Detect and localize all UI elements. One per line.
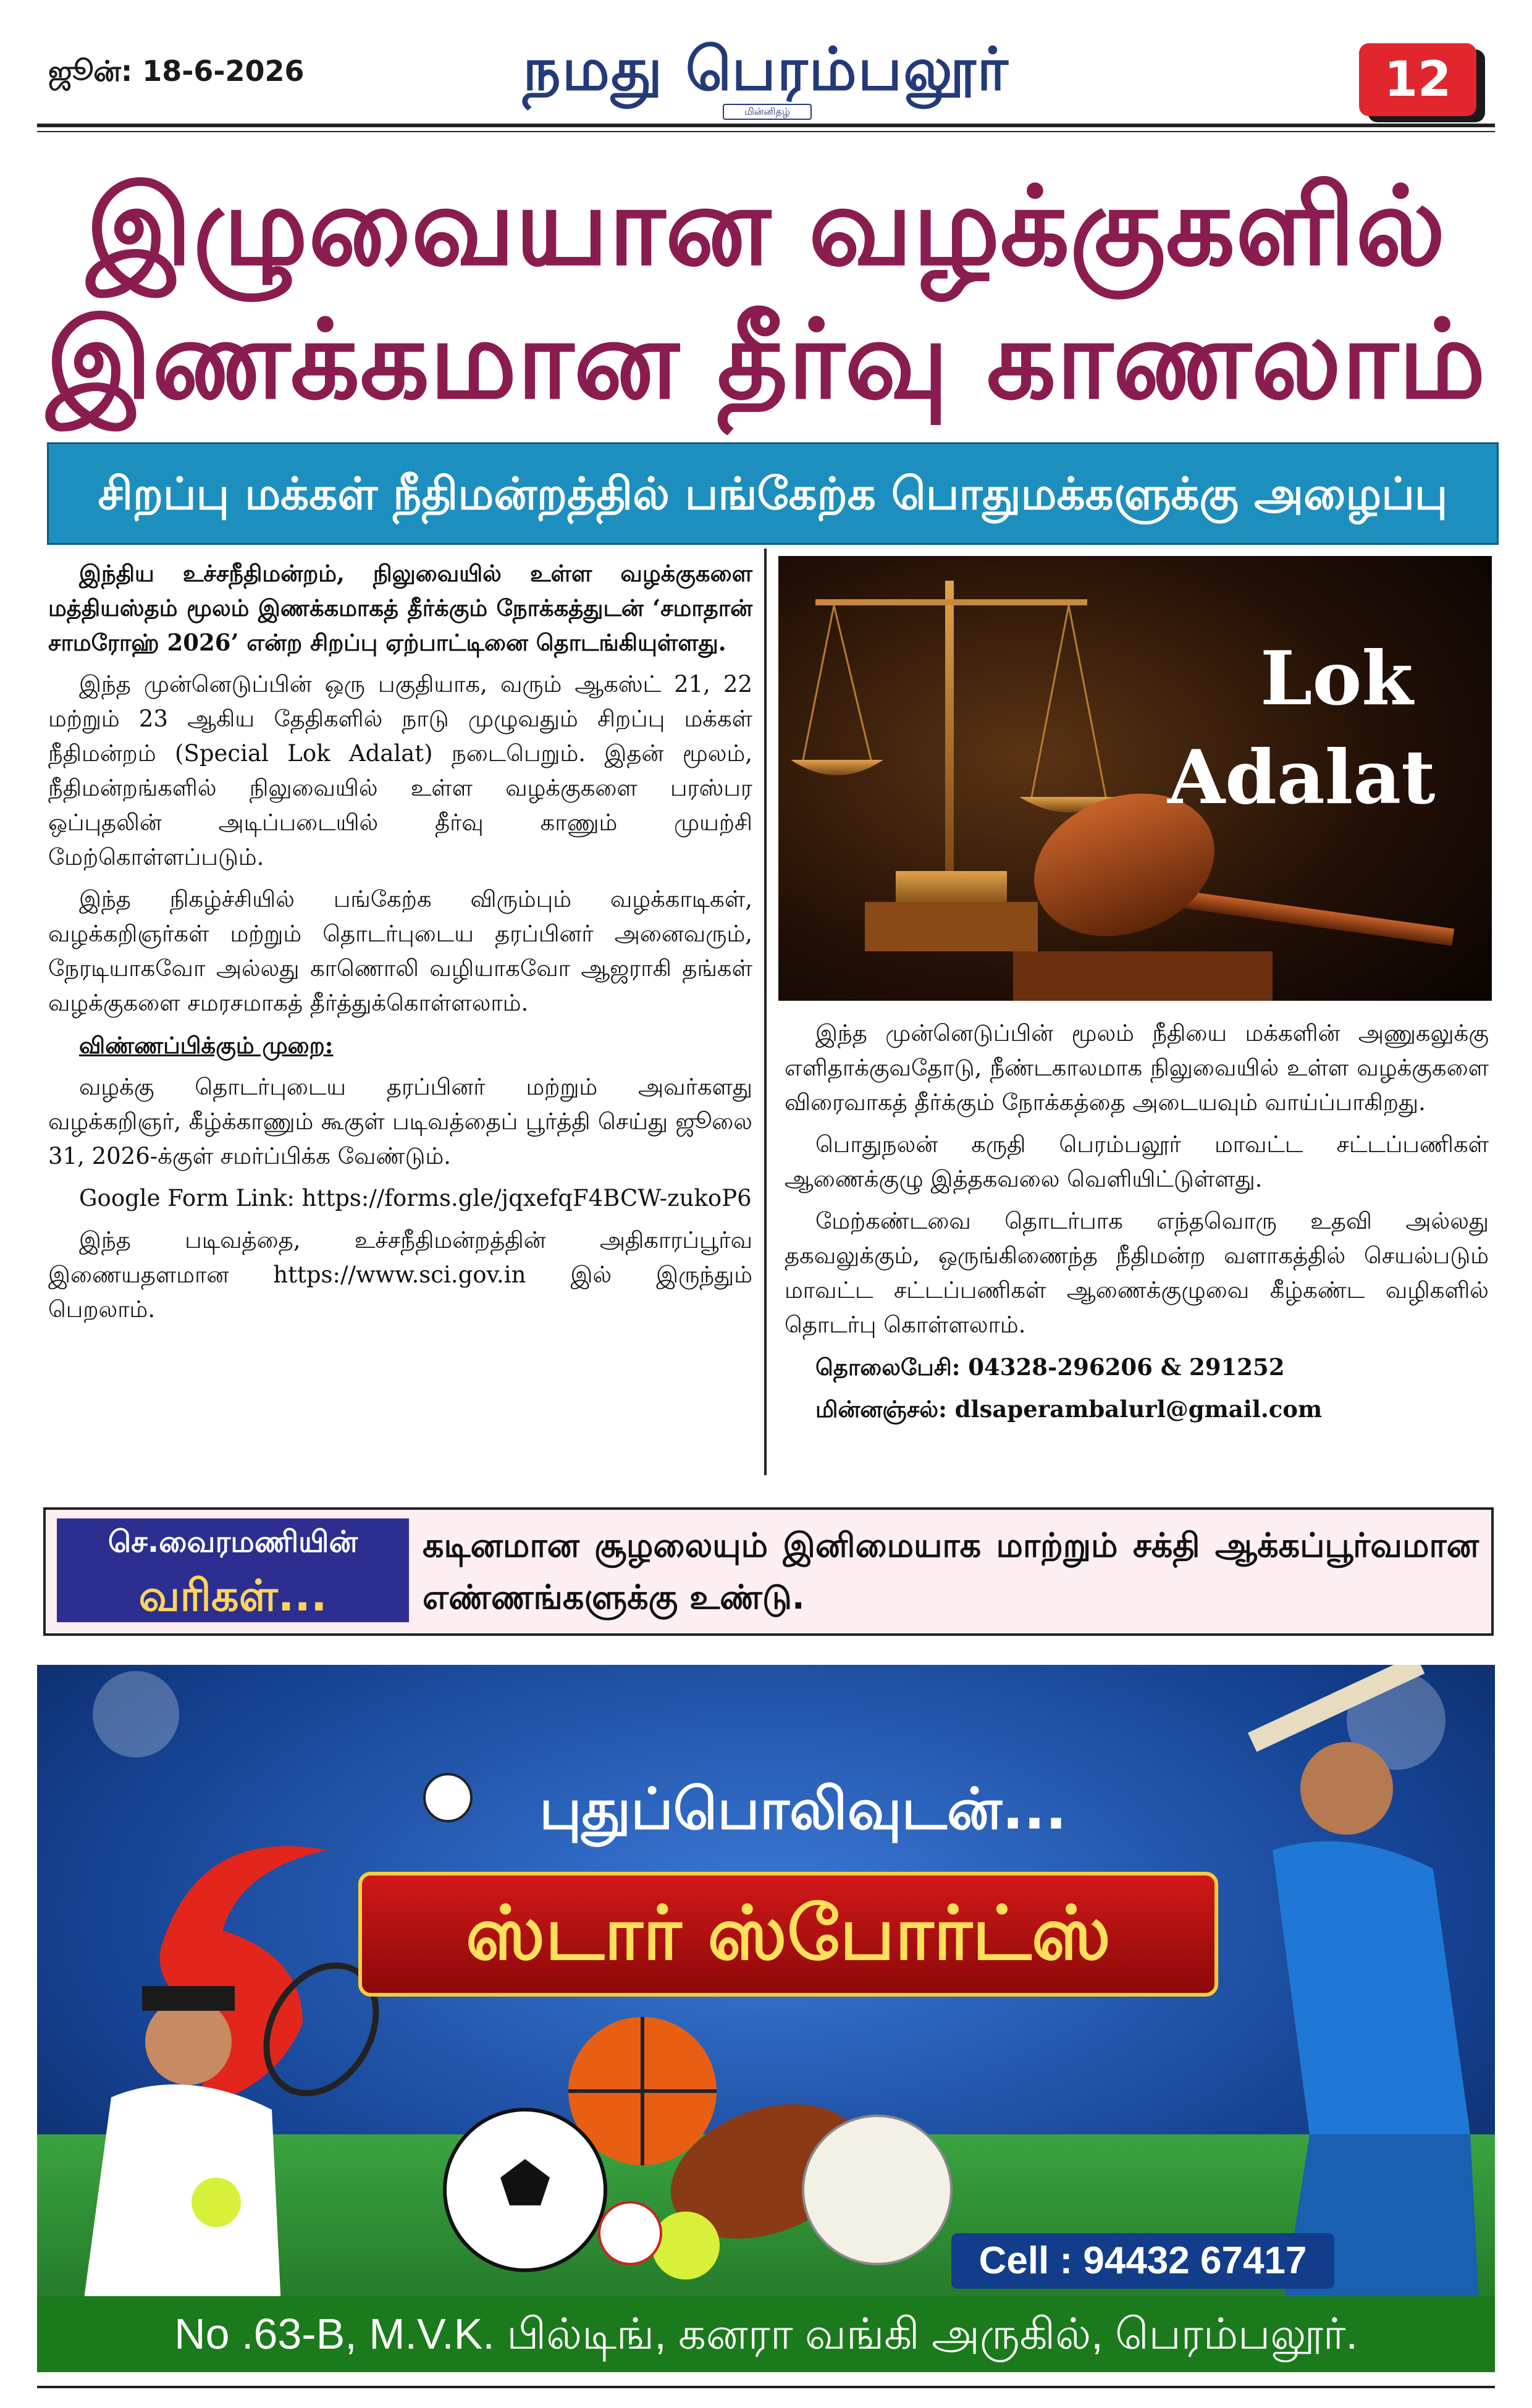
lok-adalat-image [778,556,1492,1001]
article-right-column [785,1016,1489,1434]
quote-box [43,1507,1494,1636]
article-paragraph: மேற்கண்டவை தொடர்பாக எந்தவொரு உதவி அல்லது தகவலுக்கும், ஒருங்கிணைந்த நீதிமன்ற வளாகத்தில் செயல்படும் மாவட்ட சட்டப்பணிகள் ஆணைக்குழுவை கீழ்கண்ட வழிகளில் தொடர்பு கொள்ளலாம். [785,1208,1489,1338]
article-paragraph: இந்த முன்னெடுப்பின் ஒரு பகுதியாக, வரும் ஆகஸ்ட் 21, 22 மற்றும் 23 ஆகிய தேதிகளில் நாடு முழுவதும் சிறப்பு மக்கள் நீதிமன்றம் (Special Lok Adalat) நடைபெறும். இதன் மூலம், நீதிமன்றங்களில் நிலுவையில் உள்ள வழக்குகளை பரஸ்பர ஒப்புதலின் அடிப்படையில் தீர்வு காணும் முயற்சி மேற்கொள்ளப்படும். [48,671,752,870]
article-paragraph: இந்திய உச்சநீதிமன்றம், நிலுவையில் உள்ள வழக்குகளை மத்தியஸ்தம் மூலம் இணக்கமாகத் தீர்க்கும் நோக்கத்துடன் ‘சமாதான் சாமரோஹ் 2026’ என்ற சிறப்பு ஏற்பாட்டினை தொடங்கியுள்ளது. [48,560,752,656]
scales-and-gavel-illustration [778,556,1492,1001]
ad-address-band [37,2296,1495,2372]
article-paragraph: பொதுநலன் கருதி பெரம்பலூர் மாவட்ட சட்டப்பணிகள் ஆணைக்குழு இத்தகவலை வெளியிட்டுள்ளது. [785,1131,1489,1192]
newspaper-subtitle: மின்னிதழ் [723,104,812,120]
bottom-rule [37,2386,1495,2388]
issue-date: ஜூன்: 18-6-2026 [48,54,305,88]
google-form-link[interactable]: Google Form Link: https://forms.gle/jqxefqF4BCW-zukoP6 [79,1185,752,1211]
ad-address: No .63-B, M.V.K. பில்டிங், கனரா வங்கி அருகில், பெரம்பலூர். [174,2310,1358,2358]
quote-author-tag [57,1518,409,1622]
quote-author: செ.வைரமணியின் [107,1525,358,1559]
subheading-band [47,442,1499,545]
ad-brand-name: ஸ்டார் ஸ்போர்ட்ஸ் [465,1891,1111,1977]
article-paragraph: இந்த படிவத்தை, உச்சநீதிமன்றத்தின் அதிகாரப்பூர்வ இணையதளமான https://www.sci.gov.in இல் இருந்தும் பெறலாம். [48,1227,752,1323]
top-rule [37,124,1495,127]
sports-advertisement [37,1665,1495,2372]
page-number-badge: 12 [1359,43,1476,116]
quote-text: கடினமான சூழலையும் இனிமையாக மாற்றும் சக்தி ஆக்கப்பூர்வமான எண்ணங்களுக்கு உண்டு. [423,1526,1479,1617]
subheading: சிறப்பு மக்கள் நீதிமன்றத்தில் பங்கேற்க பொதுமக்களுக்கு அழைப்பு [98,468,1448,520]
newspaper-title: நமது பெரம்பலூர் [523,35,1009,104]
top-rule-thin [37,131,1495,132]
column-divider [764,549,767,1475]
contact-email[interactable]: மின்னஞ்சல்: dlsaperambalurl@gmail.com [815,1396,1323,1423]
article-paragraph: இந்த முன்னெடுப்பின் மூலம் நீதியை மக்களின் அணுகலுக்கு எளிதாக்குவதோடு, நீண்டகாலமாக நிலுவையில் உள்ள வழக்குகளை விரைவாகத் தீர்க்கும் நோக்கத்தை அடையவும் வாய்ப்பாகிறது. [785,1020,1489,1116]
quote-label: வரிகள்... [138,1570,327,1621]
headline-line-1: இழுவையான வழக்குகளில் [86,163,1446,290]
contact-phone: தொலைபேசி: 04328-296206 & 291252 [815,1353,1285,1381]
headline-line-2: இணக்கமான தீர்வு காணலாம் [46,297,1486,423]
article-paragraph: வழக்கு தொடர்புடைய தரப்பினர் மற்றும் அவர்களது வழக்கறிஞர், கீழ்க்காணும் கூகுள் படிவத்தைப் பூர்த்தி செய்து ஜூலை 31, 2026-க்குள் சமர்ப்பிக்க வேண்டும். [48,1074,752,1169]
image-text-lok: Lok [1260,635,1413,722]
ad-phone: Cell : 94432 67417 [951,2233,1334,2289]
image-text-adalat: Adalat [1168,734,1436,821]
ad-tagline: புதுப்பொலிவுடன்... [539,1776,1067,1842]
article-paragraph: இந்த நிகழ்ச்சியில் பங்கேற்க விரும்பும் வழக்காடிகள், வழக்கறிஞர்கள் மற்றும் தொடர்புடைய தரப்பினர் அனைவரும், நேரடியாகவோ அல்லது காணொலி வழியாகவோ ஆஜராகி தங்கள் வழக்குகளை சமரசமாகத் தீர்த்துக்கொள்ளலாம். [48,886,752,1016]
article-left-column [48,556,752,1334]
apply-heading: விண்ணப்பிக்கும் முறை: [79,1032,334,1059]
ad-brand-banner [358,1872,1218,1997]
